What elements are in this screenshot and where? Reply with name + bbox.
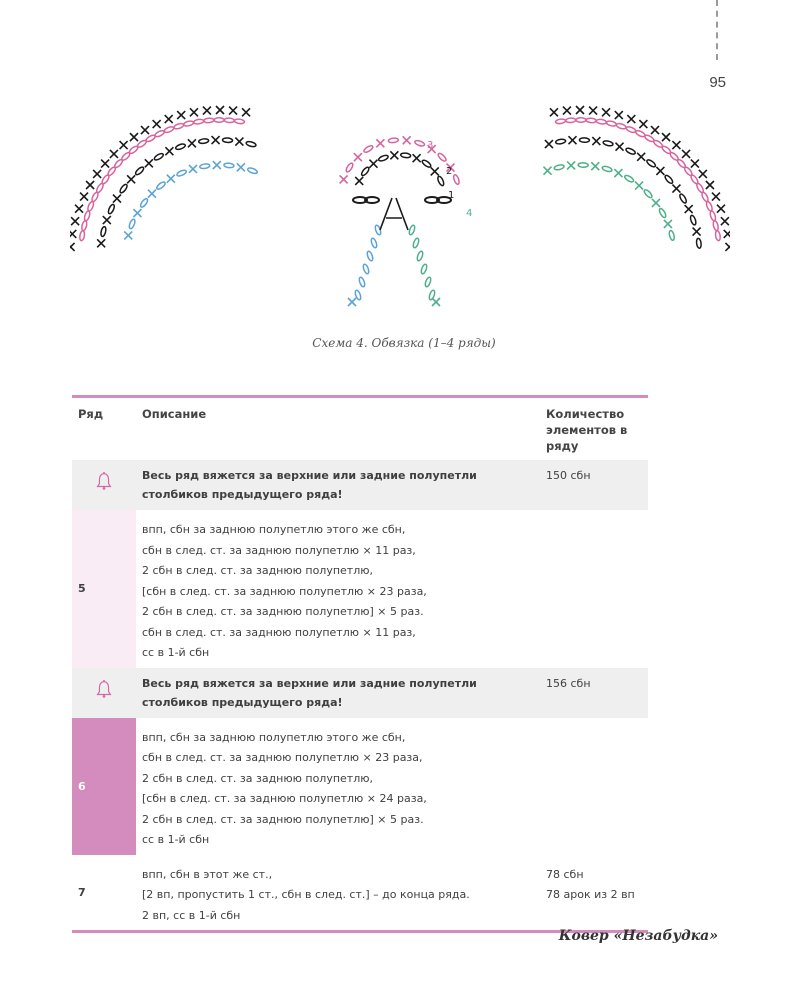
stitch-symbol bbox=[110, 150, 118, 158]
chain-symbol bbox=[175, 143, 186, 150]
stitch-symbol bbox=[725, 243, 730, 251]
chain-symbol bbox=[360, 166, 370, 177]
stitch-symbol bbox=[576, 106, 584, 114]
chain-symbol bbox=[625, 126, 636, 134]
stitch-symbol bbox=[403, 136, 411, 144]
stitch-symbol bbox=[242, 108, 250, 116]
chain-foundation bbox=[353, 197, 451, 230]
stitch-symbol bbox=[591, 162, 599, 170]
stitch-symbol bbox=[693, 228, 701, 236]
stitch-symbol bbox=[124, 231, 132, 239]
step: сбн в след. ст. за заднюю полупетлю × 11 раз, bbox=[142, 543, 416, 557]
chain-symbol bbox=[646, 159, 657, 168]
stitch-symbol bbox=[699, 170, 707, 178]
stitch-symbol bbox=[637, 153, 645, 161]
chain-symbol bbox=[247, 167, 258, 175]
chain-symbol bbox=[643, 189, 653, 199]
step: 2 сбн в след. ст. за заднюю полупетлю] × 5 раз. bbox=[142, 812, 424, 826]
chain-symbol bbox=[424, 277, 432, 288]
chain-symbol bbox=[363, 145, 374, 154]
count-value: 78 арок из 2 вп bbox=[546, 888, 635, 901]
chain-symbol bbox=[345, 162, 354, 173]
chain-symbol bbox=[83, 210, 90, 221]
stitch-symbol bbox=[656, 167, 664, 175]
note-row bbox=[72, 460, 648, 510]
step: сс в 1-й сбн bbox=[142, 646, 210, 659]
stitch-symbol bbox=[101, 160, 109, 168]
chain-symbol bbox=[554, 164, 565, 170]
row-marker-2: 2 bbox=[446, 166, 453, 177]
stitch-symbol bbox=[664, 220, 672, 228]
stitch-symbol bbox=[615, 111, 623, 119]
chain-symbol bbox=[696, 238, 702, 249]
chain-symbol bbox=[715, 230, 721, 241]
table-row-5 bbox=[72, 510, 648, 668]
chain-symbol bbox=[107, 204, 115, 215]
stitch-symbol bbox=[369, 160, 377, 168]
chain-symbol bbox=[603, 140, 614, 147]
stitch-symbol bbox=[189, 165, 197, 173]
note-text: Весь ряд вяжется за верхние или задние полупетли столбиков предыдущего ряда! bbox=[136, 668, 540, 718]
chain-symbol bbox=[183, 120, 194, 127]
stitch-symbol bbox=[635, 182, 643, 190]
stitch-symbol bbox=[639, 120, 647, 128]
stitch-symbol bbox=[712, 193, 720, 201]
chain-symbol bbox=[555, 118, 566, 124]
row-label: 7 bbox=[72, 855, 136, 932]
stitch-symbol bbox=[75, 205, 83, 213]
stitch-symbol bbox=[672, 141, 680, 149]
chain-symbol bbox=[79, 230, 85, 241]
stitch-symbol bbox=[86, 181, 94, 189]
step: 2 сбн в след. ст. за заднюю полупетлю, bbox=[142, 564, 373, 577]
stitch-symbol bbox=[589, 107, 597, 115]
stitch-symbol bbox=[70, 230, 76, 238]
stitch-symbol bbox=[691, 160, 699, 168]
book-footer-title: Ковер «Незабудка» bbox=[558, 928, 718, 944]
stitch-symbol bbox=[568, 136, 576, 144]
stitch-symbol bbox=[153, 120, 161, 128]
chain-symbol bbox=[679, 193, 688, 204]
stitch-symbol bbox=[103, 216, 111, 224]
chain-symbol bbox=[421, 159, 432, 168]
stitch-symbol bbox=[376, 139, 384, 147]
note-text: Весь ряд вяжется за верхние или задние полупетли столбиков предыдущего ряда! bbox=[136, 460, 540, 510]
chain-symbol bbox=[362, 264, 370, 275]
header-count: Количество элементов в ряду bbox=[540, 397, 648, 461]
stitch-symbol bbox=[354, 153, 362, 161]
row-label: 6 bbox=[72, 718, 136, 855]
stitch-symbol bbox=[237, 163, 245, 171]
bell-icon bbox=[93, 678, 115, 700]
chain-symbol bbox=[416, 251, 424, 262]
chain-symbol bbox=[224, 163, 234, 168]
bell-icon bbox=[93, 470, 115, 492]
chain-symbol bbox=[134, 166, 144, 176]
chain-symbol bbox=[176, 169, 187, 177]
header-description: Описание bbox=[136, 397, 540, 461]
chain-symbol bbox=[437, 176, 445, 187]
stitch-symbol bbox=[130, 133, 138, 141]
stitch-symbol bbox=[216, 106, 224, 114]
stitch-symbol bbox=[544, 167, 552, 175]
stitch-symbol bbox=[724, 230, 730, 238]
stitch-symbol bbox=[212, 136, 220, 144]
step: впп, сбн за заднюю полупетлю этого же сбн, bbox=[142, 523, 406, 536]
crochet-chart-diagram bbox=[70, 90, 730, 320]
chain-symbol bbox=[224, 118, 234, 123]
chain-symbol bbox=[412, 238, 420, 249]
figure-caption: Схема 4. Обвязка (1–4 ряды) bbox=[312, 336, 496, 350]
step: [сбн в след. ст. за заднюю полупетлю × 24 раза, bbox=[142, 792, 427, 805]
chain-symbol bbox=[437, 152, 447, 162]
stitch-symbol bbox=[97, 239, 105, 247]
stitch-symbol bbox=[71, 217, 79, 225]
chain-symbol bbox=[400, 153, 410, 159]
chain-symbol bbox=[388, 138, 398, 143]
chain-symbol bbox=[596, 119, 607, 125]
stitch-symbol bbox=[80, 193, 88, 201]
chain-symbol bbox=[234, 118, 245, 124]
chain-symbol bbox=[705, 201, 713, 212]
chain-symbol bbox=[709, 210, 716, 221]
step: впп, сбн за заднюю полупетлю этого же сбн, bbox=[142, 730, 406, 744]
chain-symbol bbox=[576, 118, 586, 122]
stitch-symbol bbox=[165, 147, 173, 155]
stitch-symbol bbox=[627, 115, 635, 123]
stitch-symbol bbox=[652, 199, 660, 207]
chain-symbol bbox=[420, 264, 428, 275]
chain-symbol bbox=[602, 165, 613, 172]
stitch-symbol bbox=[113, 195, 121, 203]
step: сбн в след. ст. за заднюю полупетлю × 23 раза, bbox=[142, 751, 423, 764]
chain-symbol bbox=[156, 181, 167, 191]
note-row bbox=[72, 668, 648, 718]
chain-symbol bbox=[453, 174, 461, 185]
chain-symbol bbox=[689, 215, 696, 226]
step: [сбн в след. ст. за заднюю полупетлю × 23 раза, bbox=[142, 584, 427, 598]
stitch-symbol bbox=[662, 133, 670, 141]
table-header bbox=[72, 397, 648, 461]
stitch-symbol bbox=[432, 298, 440, 306]
stitch-symbol bbox=[685, 205, 693, 213]
chain-symbol bbox=[624, 174, 635, 183]
chain-symbol bbox=[214, 118, 224, 122]
stitch-symbol bbox=[165, 115, 173, 123]
stitch-symbol bbox=[672, 185, 680, 193]
step: 2 вп, сс в 1-й сбн bbox=[142, 908, 241, 922]
stitch-symbol bbox=[390, 151, 398, 159]
step: [2 вп, пропустить 1 ст., сбн в след. ст.] – до конца ряда. bbox=[142, 888, 470, 901]
chain-symbol bbox=[616, 123, 627, 130]
note-count: 150 сбн bbox=[540, 460, 648, 510]
row-marker-4: 4 bbox=[466, 208, 473, 219]
stitch-symbol bbox=[563, 107, 571, 115]
stitch-symbol bbox=[127, 175, 135, 183]
step: 2 сбн в след. ст. за заднюю полупетлю] × 5 раз. bbox=[142, 605, 424, 618]
stitch-symbol bbox=[355, 177, 363, 185]
count-value: 78 сбн bbox=[546, 867, 584, 881]
chain-symbol bbox=[81, 220, 88, 231]
stitch-symbol bbox=[682, 150, 690, 158]
chain-symbol bbox=[606, 120, 617, 127]
chain-symbol bbox=[366, 251, 374, 262]
table-row-6 bbox=[72, 718, 648, 855]
chain-symbol bbox=[199, 163, 210, 169]
chain-symbol bbox=[173, 123, 184, 130]
chain-symbol bbox=[578, 163, 588, 168]
chain-symbol bbox=[154, 130, 165, 138]
chain-symbol bbox=[358, 277, 366, 288]
stitch-symbol bbox=[602, 108, 610, 116]
stitch-symbol bbox=[721, 217, 729, 225]
chain-symbol bbox=[153, 152, 164, 161]
chain-symbol bbox=[370, 238, 378, 249]
step: сс в 1-й сбн bbox=[142, 833, 210, 846]
chain-symbol bbox=[586, 118, 596, 123]
stitch-symbol bbox=[614, 169, 622, 177]
stitch-symbol bbox=[567, 161, 575, 169]
chain-symbol bbox=[712, 220, 719, 231]
stitch-symbol bbox=[148, 190, 156, 198]
stitch-symbol bbox=[550, 108, 558, 116]
stitch-symbol bbox=[235, 138, 243, 146]
stitch-symbol bbox=[120, 141, 128, 149]
chain-symbol bbox=[139, 198, 149, 209]
chain-symbol bbox=[87, 201, 95, 212]
step: впп, сбн в этот же ст., bbox=[142, 867, 273, 881]
stitch-symbol bbox=[545, 140, 553, 148]
chain-symbol bbox=[198, 138, 209, 144]
stitch-symbol bbox=[141, 126, 149, 134]
stitch-symbol bbox=[651, 126, 659, 134]
stitch-symbol bbox=[93, 170, 101, 178]
chain-symbol bbox=[128, 218, 136, 229]
chain-symbol bbox=[246, 141, 257, 148]
stitch-symbol bbox=[340, 175, 348, 183]
stitch-symbol bbox=[203, 107, 211, 115]
stitch-symbol bbox=[348, 298, 356, 306]
chain-symbol bbox=[378, 154, 389, 162]
chain-symbol bbox=[414, 140, 425, 147]
chain-symbol bbox=[193, 119, 204, 125]
margin-dashed-rule bbox=[716, 0, 718, 60]
chain-symbol bbox=[408, 225, 416, 236]
page-number: 95 bbox=[709, 74, 726, 91]
chain-symbol bbox=[222, 138, 232, 143]
stitch-symbol bbox=[616, 143, 624, 151]
chain-symbol bbox=[119, 183, 128, 194]
stitch-symbol bbox=[717, 205, 725, 213]
stitch-symbol bbox=[70, 243, 75, 251]
chain-symbol bbox=[555, 139, 566, 145]
chain-symbol bbox=[625, 147, 636, 155]
row-label: 5 bbox=[72, 510, 136, 668]
row-marker-3: 3 bbox=[427, 140, 434, 151]
stitch-symbol bbox=[188, 139, 196, 147]
stitch-symbol bbox=[431, 167, 439, 175]
stitch-symbol bbox=[133, 209, 141, 217]
chain-symbol bbox=[164, 126, 175, 134]
stitch-symbol bbox=[145, 159, 153, 167]
chain-symbol bbox=[204, 118, 214, 123]
stitch-symbol bbox=[592, 137, 600, 145]
stitch-symbol bbox=[706, 181, 714, 189]
pattern-table bbox=[72, 395, 648, 933]
step: 2 сбн в след. ст. за заднюю полупетлю, bbox=[142, 771, 373, 785]
chain-symbol bbox=[579, 138, 589, 143]
header-row: Ряд bbox=[72, 397, 136, 461]
stitch-symbol bbox=[177, 111, 185, 119]
table-row-7 bbox=[72, 855, 648, 932]
chain-symbol bbox=[658, 208, 667, 219]
stitch-symbol bbox=[213, 161, 221, 169]
chain-symbol bbox=[668, 230, 675, 241]
stitch-symbol bbox=[167, 175, 175, 183]
chain-symbol bbox=[566, 118, 576, 123]
step: сбн в след. ст. за заднюю полупетлю × 11 раз, bbox=[142, 625, 416, 639]
chain-symbol bbox=[664, 174, 674, 184]
stitch-symbol bbox=[413, 154, 421, 162]
chain-symbol bbox=[100, 226, 107, 237]
stitch-symbol bbox=[190, 108, 198, 116]
row-marker-1: 1 bbox=[448, 190, 455, 201]
stitch-symbol bbox=[229, 107, 237, 115]
note-count: 156 сбн bbox=[540, 668, 648, 718]
